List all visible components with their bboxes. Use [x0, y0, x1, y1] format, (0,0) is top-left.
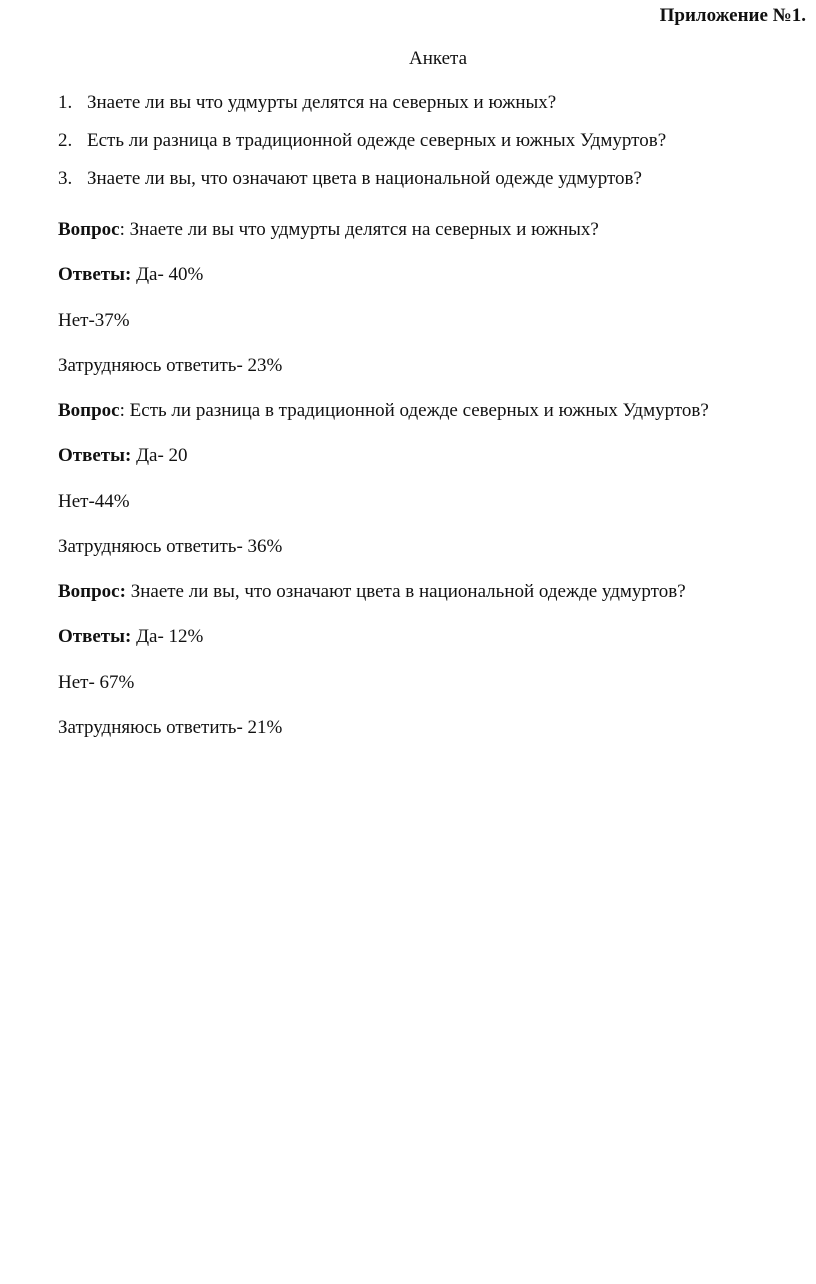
- question-text: Есть ли разница в традиционной одежде северных и южных Удмуртов?: [129, 400, 709, 421]
- answers-label: Ответы:: [58, 626, 132, 647]
- answers-line: [58, 445, 188, 467]
- answers-label: Ответы:: [58, 264, 132, 285]
- answer-unsure: Затрудняюсь ответить- 23%: [58, 355, 283, 376]
- question-label: Вопрос: [58, 400, 120, 421]
- question-separator: :: [119, 400, 130, 421]
- answers-line: [58, 626, 203, 648]
- list-number: 1.: [58, 92, 73, 113]
- survey-title: Анкета: [408, 48, 468, 69]
- list-text: Знаете ли вы что удмурты делятся на северных и южных?: [87, 92, 557, 113]
- question-label: Вопрос:: [58, 581, 126, 602]
- list-item: [58, 168, 666, 206]
- answer-yes: Да- 20: [131, 445, 188, 466]
- appendix-heading: Приложение №1.: [659, 5, 806, 26]
- answers-line: [58, 264, 203, 286]
- answer-unsure: Затрудняюсь ответить- 36%: [58, 536, 283, 557]
- list-text: Есть ли разница в традиционной одежде северных и южных Удмуртов?: [87, 130, 667, 151]
- question-line: [58, 219, 599, 241]
- list-item: [58, 92, 666, 130]
- answer-no: Нет-37%: [58, 310, 130, 331]
- question-text: Знаете ли вы что удмурты делятся на северных и южных?: [129, 219, 599, 240]
- answers-label: Ответы:: [58, 445, 132, 466]
- question-label: Вопрос: [58, 219, 120, 240]
- answer-unsure: Затрудняюсь ответить- 21%: [58, 717, 283, 738]
- list-number: 2.: [58, 130, 73, 151]
- answer-yes: Да- 12%: [131, 626, 204, 647]
- answer-yes: Да- 40%: [131, 264, 204, 285]
- list-number: 3.: [58, 168, 73, 189]
- answer-no: Нет- 67%: [58, 672, 135, 693]
- list-text: Знаете ли вы, что означают цвета в национальной одежде удмуртов?: [87, 168, 642, 189]
- list-item: [58, 130, 666, 168]
- question-separator: :: [119, 219, 130, 240]
- question-line: [58, 400, 709, 422]
- question-line: [58, 581, 686, 603]
- answer-no: Нет-44%: [58, 491, 130, 512]
- question-list: [58, 92, 666, 206]
- question-text: Знаете ли вы, что означают цвета в национальной одежде удмуртов?: [130, 581, 686, 602]
